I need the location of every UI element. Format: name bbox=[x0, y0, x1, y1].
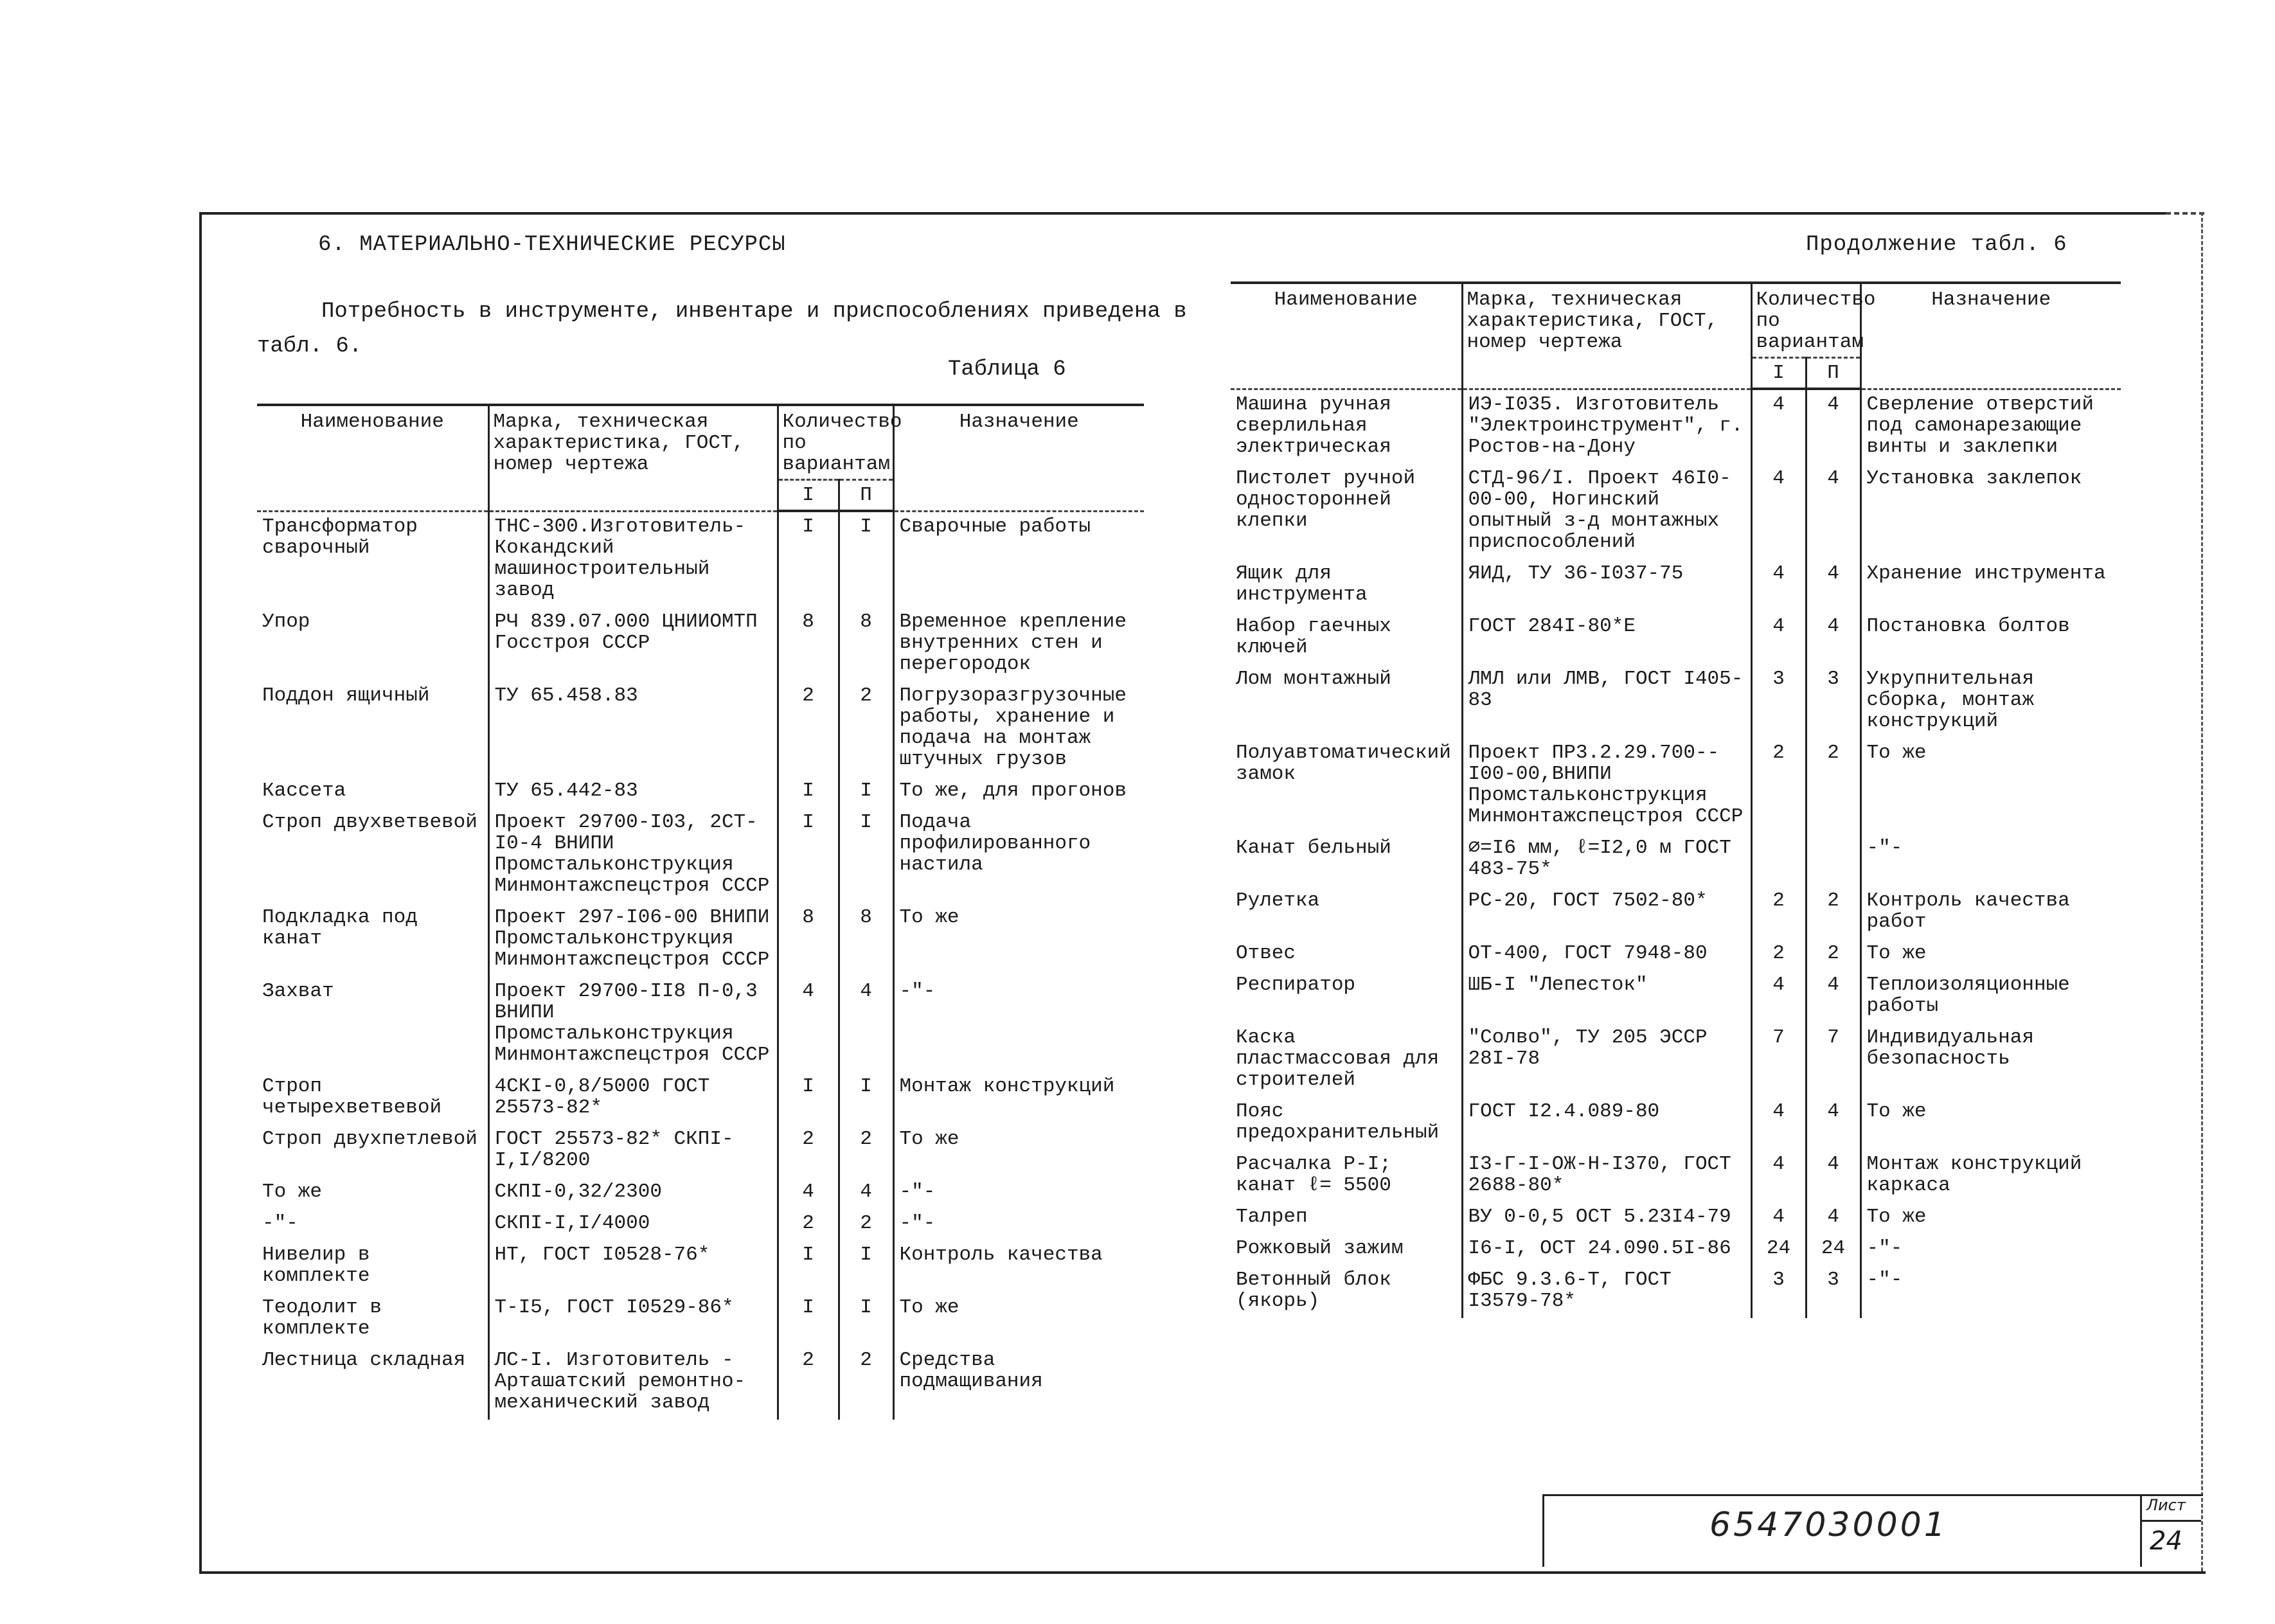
table-row bbox=[257, 681, 1144, 776]
table-row bbox=[257, 808, 1144, 903]
cell-purpose: Контроль качества bbox=[899, 1243, 1103, 1266]
cell-qty-var2: 2 bbox=[839, 1209, 893, 1240]
col-mark-header: Марка, техническая характеристика, ГОСТ, номер чертежа bbox=[1462, 283, 1751, 389]
cell-name: Ветонный блок (якорь) bbox=[1231, 1265, 1462, 1318]
cell-mark: ЯИД, ТУ 36-I037-75 bbox=[1462, 559, 1751, 612]
frame-right-line bbox=[2201, 212, 2203, 1571]
table-row bbox=[257, 776, 1144, 808]
cell-name: Каска пластмассовая для строителей bbox=[1231, 1023, 1462, 1097]
cell-mark: ЛМЛ или ЛМВ, ГОСТ I405-83 bbox=[1462, 665, 1751, 738]
cell-name: Строп двухветвевой bbox=[257, 808, 488, 903]
cell-qty-var2: I bbox=[839, 511, 893, 607]
cell-mark: СКПI-0,32/2300 bbox=[488, 1177, 778, 1209]
table-row bbox=[257, 1240, 1144, 1293]
cell-purpose: Установка заклепок bbox=[1866, 467, 2082, 490]
col-var2-header: П bbox=[839, 480, 893, 512]
cell-qty-var1: 4 bbox=[1751, 1202, 1806, 1234]
cell-qty-var2: 4 bbox=[1806, 970, 1860, 1023]
cell-qty-var2: 2 bbox=[1806, 738, 1860, 834]
cell-name: Лом монтажный bbox=[1231, 665, 1462, 738]
cell-mark: ТНС-300.Изготовитель-Кокандский машиностроительный завод bbox=[488, 511, 778, 607]
cell-qty-var1: 4 bbox=[1751, 1097, 1806, 1150]
cell-qty-var2: I bbox=[839, 776, 893, 808]
cell-name: Пояс предохранительный bbox=[1231, 1097, 1462, 1150]
table-row bbox=[257, 511, 1144, 607]
sheet-number: 24 bbox=[2150, 1526, 2182, 1556]
cell-purpose: Укрупнительная сборка, монтаж конструкций bbox=[1866, 667, 2034, 733]
cell-mark: Проект 297-I06-00 ВНИПИ Промстальконструкция Минмонтажспецстроя СССР bbox=[488, 903, 778, 977]
cell-name: Пистолет ручной односторонней клепки bbox=[1231, 464, 1462, 559]
cell-name: Талреп bbox=[1231, 1202, 1462, 1234]
cell-qty-var1: 4 bbox=[1751, 389, 1806, 464]
col-var1-header: I bbox=[1751, 358, 1806, 389]
left-table bbox=[257, 404, 1144, 1420]
cell-purpose: То же bbox=[899, 906, 959, 929]
cell-mark: Проект 29700-II8 П-0,3 ВНИПИ Промстальконструкция Минмонтажспецстроя СССР bbox=[488, 977, 778, 1072]
cell-qty-var1: 8 bbox=[778, 903, 839, 977]
cell-qty-var1: 2 bbox=[778, 1125, 839, 1177]
cell-name: Строп четырехветвевой bbox=[257, 1072, 488, 1125]
cell-qty-var1: 4 bbox=[1751, 970, 1806, 1023]
cell-name: Захват bbox=[257, 977, 488, 1072]
cell-qty-var2: 7 bbox=[1806, 1023, 1860, 1097]
cell-name: Расчалка Р-I; канат ℓ= 5500 bbox=[1231, 1150, 1462, 1202]
table-row bbox=[1231, 612, 2121, 665]
cell-qty-var2: 3 bbox=[1806, 1265, 1860, 1318]
cell-name: Теодолит в комплекте bbox=[257, 1293, 488, 1346]
cell-qty-var1: 7 bbox=[1751, 1023, 1806, 1097]
table-row bbox=[1231, 1150, 2121, 1202]
right-table bbox=[1231, 281, 2121, 1318]
table-row bbox=[257, 977, 1144, 1072]
cell-purpose: То же bbox=[899, 1127, 959, 1150]
cell-mark: ВУ 0-0,5 ОСТ 5.23I4-79 bbox=[1462, 1202, 1751, 1234]
cell-mark: ШБ-I "Лепесток" bbox=[1462, 970, 1751, 1023]
cell-purpose: Погрузоразгрузочные работы, хранение и подача на монтаж штучных грузов bbox=[899, 684, 1127, 771]
cell-qty-var2: 3 bbox=[1806, 665, 1860, 738]
cell-purpose: Временное крепление внутренних стен и перегородок bbox=[899, 610, 1127, 675]
table-row bbox=[1231, 389, 2121, 464]
cell-qty-var1: 4 bbox=[1751, 464, 1806, 559]
col-var2-header: П bbox=[1806, 358, 1860, 389]
sheet-label: Лист bbox=[2146, 1496, 2186, 1514]
cell-mark: I6-I, ОСТ 24.090.5I-86 bbox=[1462, 1234, 1751, 1265]
cell-qty-var1: I bbox=[778, 1293, 839, 1346]
table-row bbox=[1231, 1202, 2121, 1234]
cell-purpose: Постановка болтов bbox=[1866, 614, 2070, 638]
cell-mark: ФБС 9.3.6-Т, ГОСТ I3579-78* bbox=[1462, 1265, 1751, 1318]
table-row bbox=[1231, 886, 2121, 939]
cell-qty-var1: 3 bbox=[1751, 665, 1806, 738]
cell-qty-var2: 4 bbox=[1806, 389, 1860, 464]
cell-name: Респиратор bbox=[1231, 970, 1462, 1023]
cell-name: Кассета bbox=[257, 776, 488, 808]
cell-purpose: То же bbox=[1866, 1100, 1927, 1123]
cell-name: Трансформатор сварочный bbox=[257, 511, 488, 607]
cell-mark: ∅=I6 мм, ℓ=I2,0 м ГОСТ 483-75* bbox=[1462, 834, 1751, 886]
col-purpose-header: Назначение bbox=[1860, 283, 2121, 389]
cell-qty-var1: I bbox=[778, 1240, 839, 1293]
col-mark-header: Марка, техническая характеристика, ГОСТ, номер чертежа bbox=[488, 405, 778, 511]
cell-mark: ГОСТ 284I-80*Е bbox=[1462, 612, 1751, 665]
cell-mark: I3-Г-I-ОЖ-Н-I370, ГОСТ 2688-80* bbox=[1462, 1150, 1751, 1202]
cell-qty-var2: 4 bbox=[839, 1177, 893, 1209]
table-row bbox=[257, 1209, 1144, 1240]
cell-qty-var1: I bbox=[778, 1072, 839, 1125]
table-row bbox=[1231, 1023, 2121, 1097]
cell-purpose: То же bbox=[1866, 741, 1927, 764]
table-row bbox=[257, 1346, 1144, 1420]
cell-purpose: Подача профилированного настила bbox=[899, 810, 1091, 876]
cell-name: -"- bbox=[257, 1209, 488, 1240]
cell-purpose: То же bbox=[899, 1296, 959, 1319]
cell-qty-var2: 4 bbox=[1806, 559, 1860, 612]
cell-purpose: То же bbox=[1866, 941, 1927, 965]
cell-name: Рожковый зажим bbox=[1231, 1234, 1462, 1265]
section-title: 6. МАТЕРИАЛЬНО-ТЕХНИЧЕСКИЕ РЕСУРСЫ bbox=[318, 233, 786, 257]
cell-qty-var2: I bbox=[839, 1293, 893, 1346]
cell-name: Канат бельный bbox=[1231, 834, 1462, 886]
cell-qty-var1: 4 bbox=[1751, 559, 1806, 612]
cell-qty-var1: 4 bbox=[1751, 612, 1806, 665]
table-row bbox=[1231, 939, 2121, 970]
cell-qty-var1: I bbox=[778, 511, 839, 607]
cell-qty-var1: 4 bbox=[778, 977, 839, 1072]
cell-qty-var2: I bbox=[839, 808, 893, 903]
cell-qty-var2: 24 bbox=[1806, 1234, 1860, 1265]
cell-mark: "Солво", ТУ 205 ЭССР 28I-78 bbox=[1462, 1023, 1751, 1097]
cell-qty-var1: 2 bbox=[1751, 939, 1806, 970]
cell-purpose: Контроль качества работ bbox=[1866, 889, 2070, 933]
cell-name: Упор bbox=[257, 607, 488, 681]
intro-text: Потребность в инструменте, инвентаре и приспособлениях приведена в табл. 6. bbox=[257, 299, 1187, 359]
cell-mark: СТД-96/I. Проект 46I0-00-00, Ногинский опытный з-д монтажных приспособлений bbox=[1462, 464, 1751, 559]
table-row bbox=[257, 1177, 1144, 1209]
cell-purpose: -"- bbox=[899, 1211, 936, 1235]
cell-name: Рулетка bbox=[1231, 886, 1462, 939]
table-row bbox=[1231, 1234, 2121, 1265]
cell-qty-var2: 8 bbox=[839, 607, 893, 681]
cell-qty-var1 bbox=[1751, 834, 1806, 886]
cell-qty-var2: 4 bbox=[1806, 1097, 1860, 1150]
cell-mark: Проект ПР3.2.29.700--I00-00,ВНИПИ Промстальконструкция Минмонтажспецстроя СССР bbox=[1462, 738, 1751, 834]
cell-qty-var1: 4 bbox=[778, 1177, 839, 1209]
cell-purpose: -"- bbox=[1866, 1236, 1903, 1260]
cell-name: Ящик для инструмента bbox=[1231, 559, 1462, 612]
right-table-body bbox=[1231, 389, 2121, 1318]
cell-qty-var1: I bbox=[778, 808, 839, 903]
cell-name: Строп двухпетлевой bbox=[257, 1125, 488, 1177]
col-qty-header: Количество по вариантам bbox=[778, 405, 893, 480]
table-row bbox=[1231, 464, 2121, 559]
cell-purpose: Индивидуальная безопасность bbox=[1866, 1026, 2034, 1070]
cell-purpose: Теплоизоляционные работы bbox=[1866, 973, 2070, 1017]
cell-mark: НТ, ГОСТ I0528-76* bbox=[488, 1240, 778, 1293]
cell-purpose: То же, для прогонов bbox=[899, 779, 1127, 802]
left-header-row bbox=[257, 405, 1144, 480]
cell-qty-var1: 2 bbox=[778, 1346, 839, 1420]
cell-name: Лестница складная bbox=[257, 1346, 488, 1420]
cell-qty-var2: 2 bbox=[839, 1125, 893, 1177]
table-row bbox=[257, 1293, 1144, 1346]
cell-purpose: -"- bbox=[899, 979, 936, 1003]
cell-qty-var1: 2 bbox=[778, 681, 839, 776]
table-row bbox=[257, 903, 1144, 977]
frame-top-line bbox=[199, 212, 2166, 215]
cell-purpose: Сварочные работы bbox=[899, 515, 1091, 538]
cell-qty-var2: 4 bbox=[1806, 1150, 1860, 1202]
col-name-header: Наименование bbox=[257, 405, 488, 511]
cell-name: Отвес bbox=[1231, 939, 1462, 970]
table-row bbox=[1231, 1265, 2121, 1318]
cell-qty-var2: 4 bbox=[1806, 612, 1860, 665]
cell-purpose: Средства подмащивания bbox=[899, 1348, 1043, 1393]
cell-purpose: Монтаж конструкций bbox=[899, 1075, 1115, 1098]
col-var1-header: I bbox=[778, 480, 839, 512]
cell-mark: ТУ 65.442-83 bbox=[488, 776, 778, 808]
cell-mark: ГОСТ I2.4.089-80 bbox=[1462, 1097, 1751, 1150]
cell-mark: ЛС-I. Изготовитель - Арташатский ремонтно-механический завод bbox=[488, 1346, 778, 1420]
cell-qty-var2: 2 bbox=[1806, 886, 1860, 939]
cell-mark: ИЭ-I035. Изготовитель "Электроинструмент", г. Ростов-на-Дону bbox=[1462, 389, 1751, 464]
cell-qty-var1: 24 bbox=[1751, 1234, 1806, 1265]
table-row bbox=[1231, 834, 2121, 886]
table-row bbox=[1231, 738, 2121, 834]
cell-purpose: -"- bbox=[899, 1180, 936, 1203]
frame-top-dash bbox=[2166, 212, 2204, 215]
cell-qty-var2: 8 bbox=[839, 903, 893, 977]
cell-qty-var2: 4 bbox=[1806, 1202, 1860, 1234]
col-qty-header: Количество по вариантам bbox=[1751, 283, 1860, 358]
right-header-row bbox=[1231, 283, 2121, 358]
cell-qty-var1: I bbox=[778, 776, 839, 808]
cell-qty-var1: 3 bbox=[1751, 1265, 1806, 1318]
cell-name: Машина ручная сверлильная электрическая bbox=[1231, 389, 1462, 464]
cell-qty-var2: I bbox=[839, 1240, 893, 1293]
cell-name: Поддон ящичный bbox=[257, 681, 488, 776]
cell-name: Набор гаечных ключей bbox=[1231, 612, 1462, 665]
cell-qty-var2: 4 bbox=[839, 977, 893, 1072]
table-row bbox=[257, 1125, 1144, 1177]
cell-purpose: То же bbox=[1866, 1205, 1927, 1228]
cell-qty-var2 bbox=[1806, 834, 1860, 886]
table-row bbox=[1231, 970, 2121, 1023]
cell-mark: 4СКI-0,8/5000 ГОСТ 25573-82* bbox=[488, 1072, 778, 1125]
document-code: 6547030001 bbox=[1709, 1506, 1948, 1544]
cell-mark: ГОСТ 25573-82* СКПI-I,I/8200 bbox=[488, 1125, 778, 1177]
cell-qty-var2: 2 bbox=[1806, 939, 1860, 970]
cell-qty-var1: 4 bbox=[1751, 1150, 1806, 1202]
cell-mark: ОТ-400, ГОСТ 7948-80 bbox=[1462, 939, 1751, 970]
cell-mark: СКПI-I,I/4000 bbox=[488, 1209, 778, 1240]
left-table-body bbox=[257, 511, 1144, 1420]
col-purpose-header: Назначение bbox=[893, 405, 1144, 511]
cell-name: То же bbox=[257, 1177, 488, 1209]
cell-qty-var2: 2 bbox=[839, 1346, 893, 1420]
cell-mark: Проект 29700-I03, 2СТ-I0-4 ВНИПИ Промстальконструкция Минмонтажспецстроя СССР bbox=[488, 808, 778, 903]
cell-qty-var1: 2 bbox=[1751, 886, 1806, 939]
cell-mark: РС-20, ГОСТ 7502-80* bbox=[1462, 886, 1751, 939]
table-row bbox=[1231, 1097, 2121, 1150]
cell-mark: РЧ 839.07.000 ЦНИИОМТП Госстроя СССР bbox=[488, 607, 778, 681]
cell-qty-var1: 2 bbox=[778, 1209, 839, 1240]
cell-qty-var2: 4 bbox=[1806, 464, 1860, 559]
cell-mark: Т-I5, ГОСТ I0529-86* bbox=[488, 1293, 778, 1346]
table-row bbox=[1231, 559, 2121, 612]
cell-purpose: Хранение инструмента bbox=[1866, 562, 2106, 585]
table-label: Таблица 6 bbox=[948, 357, 1066, 382]
cell-purpose: -"- bbox=[1866, 836, 1903, 859]
table-row bbox=[257, 1072, 1144, 1125]
cell-name: Нивелир в комплекте bbox=[257, 1240, 488, 1293]
cell-qty-var1: 2 bbox=[1751, 738, 1806, 834]
cell-mark: ТУ 65.458.83 bbox=[488, 681, 778, 776]
table-row bbox=[1231, 665, 2121, 738]
cell-qty-var2: I bbox=[839, 1072, 893, 1125]
cell-qty-var1: 8 bbox=[778, 607, 839, 681]
cell-name: Полуавтоматический замок bbox=[1231, 738, 1462, 834]
cell-purpose: Сверление отверстий под самонарезающие винты и заклепки bbox=[1866, 393, 2094, 458]
continuation-label: Продолжение табл. 6 bbox=[1806, 233, 2067, 257]
col-name-header: Наименование bbox=[1231, 283, 1462, 389]
cell-name: Подкладка под канат bbox=[257, 903, 488, 977]
sheet-divider bbox=[2140, 1520, 2201, 1522]
cell-purpose: Монтаж конструкций каркаса bbox=[1866, 1152, 2082, 1197]
cell-qty-var2: 2 bbox=[839, 681, 893, 776]
cell-purpose: -"- bbox=[1866, 1268, 1903, 1291]
table-row bbox=[257, 607, 1144, 681]
